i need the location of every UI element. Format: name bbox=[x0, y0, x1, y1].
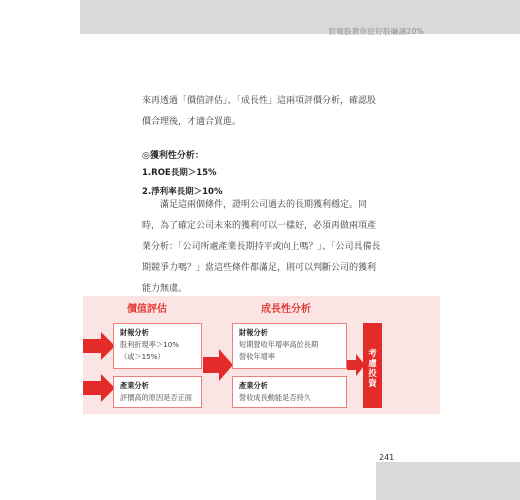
body-paragraph: 滿足這兩個條件，證明公司過去的長期獲利穩定。同時，為了確定公司未來的獲利可以一樣好，必須再做兩項產業分析：「公司所處產業長期持平或向上嗎？」、「公司具備長期競爭力嗎？」當這些條件都滿足，則可以判斷公司的獲利能力無虞。 bbox=[142, 200, 381, 294]
criteria-item-1: 1.ROE長期＞15% bbox=[142, 168, 217, 178]
criteria-item-2: 2.淨利率長期＞10% bbox=[142, 187, 223, 197]
box-line: （或＞15%） bbox=[120, 352, 165, 361]
running-title: 對報股教你挖好股賺讓20% bbox=[328, 27, 424, 36]
box-line: 評價高的原因是否正面 bbox=[120, 393, 192, 402]
section-heading: ◎獲利性分析： bbox=[142, 151, 204, 161]
page-number: 241 bbox=[379, 453, 395, 462]
arrow-left-upper-icon bbox=[83, 330, 115, 362]
box-title: 產業分析 bbox=[239, 381, 268, 390]
box-line: 營收成長動能是否持久 bbox=[239, 393, 311, 402]
box-line: 短期營收年增率高於長期 bbox=[239, 340, 319, 349]
box-line: 營收年增率 bbox=[239, 352, 275, 361]
box-title: 產業分析 bbox=[120, 381, 149, 390]
value-financial-box bbox=[113, 323, 202, 369]
growth-analysis-title: 成長性分析 bbox=[261, 304, 311, 315]
footer-bar bbox=[376, 462, 520, 500]
arrow-middle-icon bbox=[203, 347, 233, 383]
consider-invest-label: 考 慮 投 資 bbox=[368, 349, 377, 389]
growth-financial-box bbox=[232, 323, 347, 369]
growth-industry-box bbox=[232, 376, 347, 408]
value-industry-box bbox=[113, 376, 202, 408]
box-title: 財報分析 bbox=[239, 328, 268, 337]
intro-paragraph: 來再透過「價值評估」、「成長性」這兩項評價分析，確認股價合理後，才適合買進。 bbox=[142, 96, 377, 127]
arrow-left-lower-icon bbox=[83, 372, 115, 404]
header-bar bbox=[80, 0, 520, 34]
box-line: 股利折現率＞10% bbox=[120, 340, 180, 349]
value-evaluation-title: 價值評估 bbox=[127, 304, 167, 315]
box-title: 財報分析 bbox=[120, 328, 149, 337]
